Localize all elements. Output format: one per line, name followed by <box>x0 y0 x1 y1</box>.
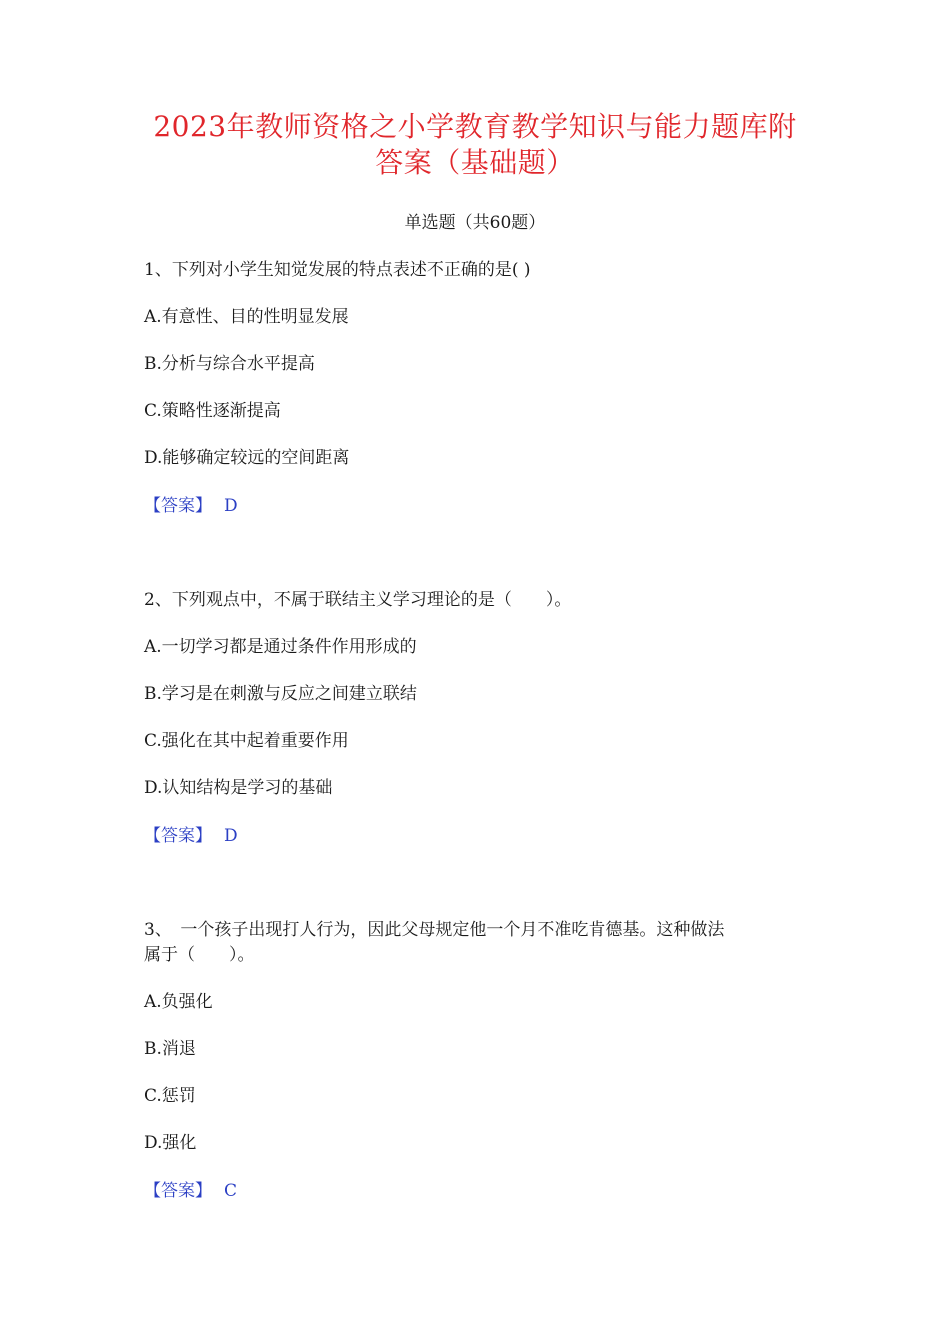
section-heading: 单选题（共60题） <box>404 213 546 233</box>
question-3-stem: 3、 一个孩子出现打人行为，因此父母规定他一个月不准吃肯德基。这种做法 <box>144 920 725 940</box>
answer-value: D <box>224 826 238 846</box>
question-2-answer <box>144 824 238 848</box>
question-2-option-a: A.一切学习都是通过条件作用形成的 <box>144 637 417 657</box>
question-1-option-b: B.分析与综合水平提高 <box>144 354 315 374</box>
question-3-answer <box>144 1179 237 1203</box>
answer-label: 【答案】 <box>144 826 212 846</box>
question-3-option-c: C.惩罚 <box>144 1086 196 1106</box>
question-2-option-d: D.认知结构是学习的基础 <box>144 778 333 798</box>
document-title-line-2: 答案（基础题） <box>375 146 575 179</box>
question-3-stem-continued: 属于（ ）。 <box>144 945 255 965</box>
question-1-option-c: C.策略性逐渐提高 <box>144 401 281 421</box>
document-title-line-1: 2023年教师资格之小学教育教学知识与能力题库附 <box>153 110 797 143</box>
question-2-option-b: B.学习是在刺激与反应之间建立联结 <box>144 684 417 704</box>
answer-label: 【答案】 <box>144 1181 212 1201</box>
question-3-option-b: B.消退 <box>144 1039 196 1059</box>
question-3-option-a: A.负强化 <box>144 992 213 1012</box>
question-1-option-a: A.有意性、目的性明显发展 <box>144 307 349 327</box>
question-2-stem: 2、下列观点中，不属于联结主义学习理论的是（ ）。 <box>144 590 572 610</box>
question-1-stem: 1、下列对小学生知觉发展的特点表述不正确的是( ) <box>144 260 531 280</box>
question-1-answer <box>144 494 238 518</box>
answer-label: 【答案】 <box>144 496 212 516</box>
question-1-option-d: D.能够确定较远的空间距离 <box>144 448 350 468</box>
question-3-option-d: D.强化 <box>144 1133 197 1153</box>
question-2-option-c: C.强化在其中起着重要作用 <box>144 731 349 751</box>
answer-value: D <box>224 496 238 516</box>
answer-value: C <box>224 1181 238 1201</box>
